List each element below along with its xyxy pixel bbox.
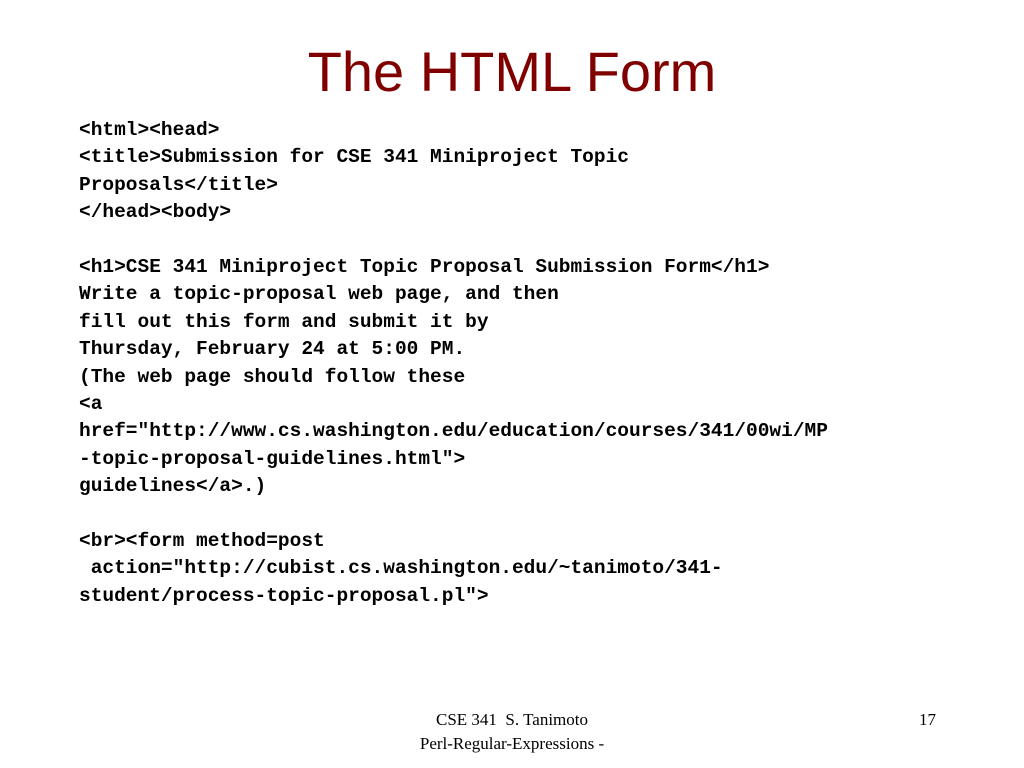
html-code-block bbox=[79, 117, 1009, 610]
code-line: </head><body> bbox=[79, 201, 232, 224]
code-line: <title>Submission for CSE 341 Miniproject Topic bbox=[79, 146, 629, 169]
code-line: <a bbox=[79, 392, 103, 415]
code-line: student/process-topic-proposal.pl"> bbox=[79, 584, 489, 607]
code-line: <br><form method=post bbox=[79, 529, 325, 552]
footer-lecture-topic: Perl-Regular-Expressions - bbox=[419, 734, 605, 753]
code-line: <h1>CSE 341 Miniproject Topic Proposal Submission Form</h1> bbox=[79, 255, 770, 278]
code-line: (The web page should follow these bbox=[79, 365, 466, 388]
code-line: Thursday, February 24 at 5:00 PM. bbox=[79, 338, 466, 361]
code-line: action="http://cubist.cs.washington.edu/~tanimoto/341- bbox=[79, 557, 723, 580]
code-line-blank bbox=[79, 227, 1009, 254]
code-line: guidelines</a>.) bbox=[79, 475, 267, 498]
code-line: fill out this form and submit it by bbox=[79, 310, 489, 333]
code-line: Write a topic-proposal web page, and then bbox=[79, 283, 559, 306]
slide-number: 17 bbox=[919, 710, 936, 729]
slide-footer bbox=[362, 708, 662, 756]
footer-course-author: CSE 341 S. Tanimoto bbox=[436, 710, 588, 729]
code-line-blank bbox=[79, 500, 1009, 527]
code-line: href="http://www.cs.washington.edu/education/courses/341/00wi/MP bbox=[79, 420, 828, 443]
code-line: <html><head> bbox=[79, 119, 220, 141]
slide-title: The HTML Form bbox=[307, 40, 717, 103]
code-line: -topic-proposal-guidelines.html"> bbox=[79, 447, 466, 470]
code-line: Proposals</title> bbox=[79, 173, 278, 196]
